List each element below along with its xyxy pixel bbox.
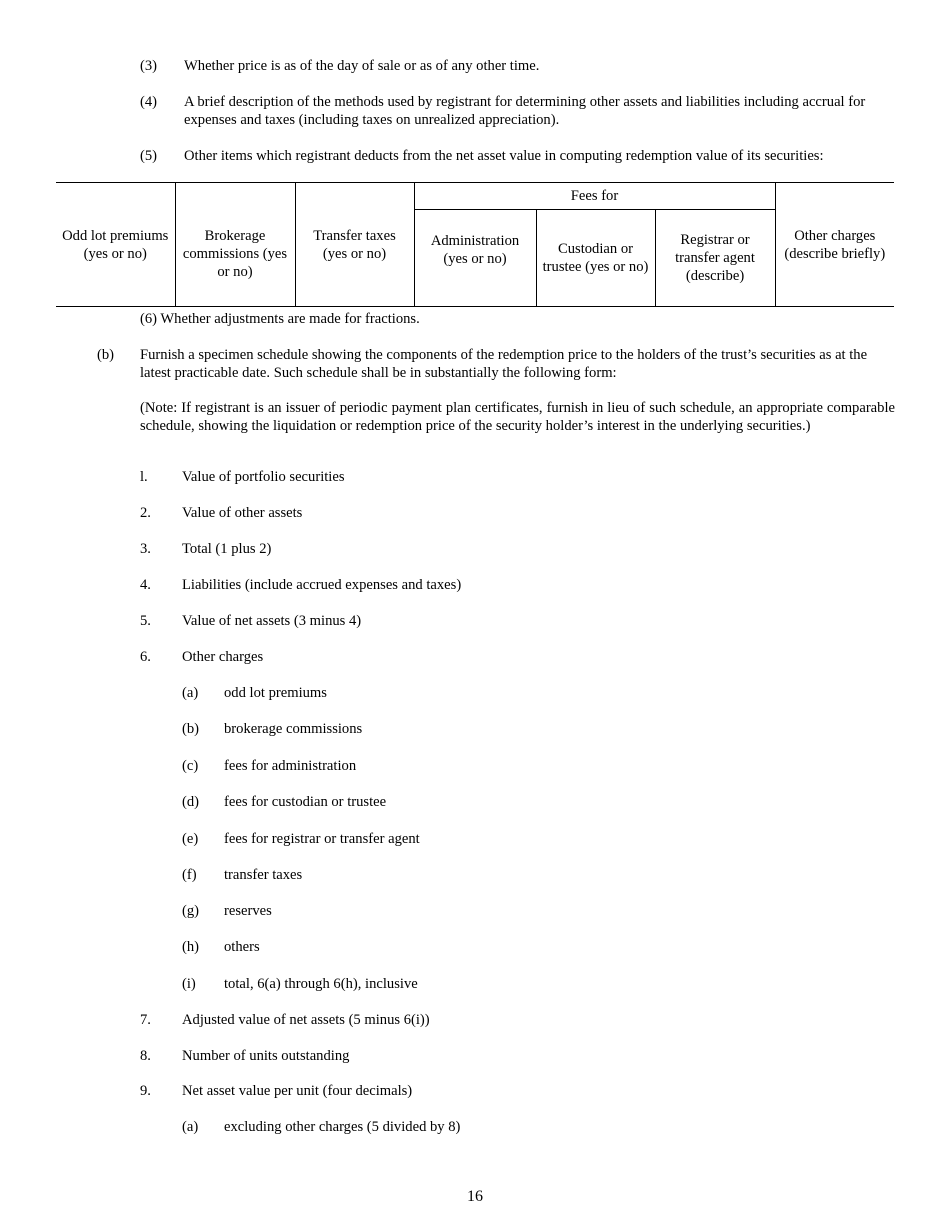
col-custodian-trustee: Custodian or trustee (yes or no) bbox=[536, 210, 655, 307]
list-item-text: others bbox=[224, 939, 260, 955]
part-b-note: (Note: If registrant is an issuer of periodic payment plan certificates, furnish in lieu of such schedule, an appropriate comparable schedule, showing the liquidation or redemption price of the security holder’s interest in the underlying securities.) bbox=[140, 400, 895, 434]
list-item-number: (d) bbox=[182, 794, 200, 810]
deductions-table bbox=[56, 182, 894, 307]
list-item-number: (a) bbox=[182, 1119, 199, 1135]
list-item-number: 8. bbox=[140, 1048, 151, 1064]
list-item-text: Value of net assets (3 minus 4) bbox=[182, 613, 362, 629]
list-item-text: Value of portfolio securities bbox=[182, 469, 345, 485]
col-odd-lot-premiums: Odd lot premiums (yes or no) bbox=[56, 183, 175, 307]
list-item-text: brokerage commissions bbox=[224, 721, 363, 737]
list-item-text: odd lot premiums bbox=[224, 685, 327, 701]
list-item-text: Adjusted value of net assets (5 minus 6(i)) bbox=[182, 1012, 430, 1028]
item-text: Other items which registrant deducts from the net asset value in computing redemption value of its securities: bbox=[184, 148, 824, 164]
item-text: A brief description of the methods used by registrant for determining other assets and liabilities including accrual for expenses and taxes (including taxes on unrealized appreciation). bbox=[184, 94, 866, 128]
list-item-number: (i) bbox=[182, 976, 196, 992]
list-item-number: 6. bbox=[140, 649, 151, 665]
list-item-number: 5. bbox=[140, 613, 151, 629]
list-item-text: fees for custodian or trustee bbox=[224, 794, 387, 810]
list-item-number: 4. bbox=[140, 577, 151, 593]
fees-for-header: Fees for bbox=[414, 183, 775, 210]
list-item-number: 3. bbox=[140, 541, 151, 557]
page-number: 16 bbox=[467, 1188, 483, 1205]
list-item-number: (e) bbox=[182, 831, 199, 847]
col-registrar-transfer-agent: Registrar or transfer agent (describe) bbox=[655, 210, 775, 307]
list-item-text: transfer taxes bbox=[224, 867, 303, 883]
list-item-text: fees for registrar or transfer agent bbox=[224, 831, 420, 847]
col-administration: Administration (yes or no) bbox=[414, 210, 536, 307]
list-item-text: Total (1 plus 2) bbox=[182, 541, 272, 557]
list-item-number: (b) bbox=[182, 721, 200, 737]
list-item-number: (f) bbox=[182, 867, 197, 883]
list-item-number: l. bbox=[140, 469, 148, 485]
list-item-number: (g) bbox=[182, 903, 200, 919]
list-item-text: excluding other charges (5 divided by 8) bbox=[224, 1119, 461, 1135]
part-b-text: Furnish a specimen schedule showing the components of the redemption price to the holders of the trust’s securities as at the latest practicable date. Such schedule shall be in substantially the following form: bbox=[140, 347, 868, 381]
list-item-text: Net asset value per unit (four decimals) bbox=[182, 1083, 413, 1099]
list-item-number: (c) bbox=[182, 758, 199, 774]
list-item-number: (h) bbox=[182, 939, 200, 955]
list-item-text: Other charges bbox=[182, 649, 264, 665]
part-b-label: (b) bbox=[97, 347, 115, 363]
col-other-charges: Other charges (describe briefly) bbox=[775, 183, 894, 307]
item-number: (5) bbox=[140, 148, 158, 164]
list-item-text: Liabilities (include accrued expenses and taxes) bbox=[182, 577, 462, 593]
item-text: Whether price is as of the day of sale or as of any other time. bbox=[184, 58, 540, 74]
list-item-text: Number of units outstanding bbox=[182, 1048, 350, 1064]
list-item-text: reserves bbox=[224, 903, 272, 919]
list-item-text: total, 6(a) through 6(h), inclusive bbox=[224, 976, 418, 992]
col-brokerage-commissions: Brokerage commissions (yes or no) bbox=[175, 183, 295, 307]
list-item-text: Value of other assets bbox=[182, 505, 303, 521]
list-item-number: 2. bbox=[140, 505, 151, 521]
col-transfer-taxes: Transfer taxes (yes or no) bbox=[295, 183, 414, 307]
list-item-number: 7. bbox=[140, 1012, 151, 1028]
list-item-number: (a) bbox=[182, 685, 199, 701]
item-number: (4) bbox=[140, 94, 158, 110]
list-item-text: fees for administration bbox=[224, 758, 357, 774]
item-number: (3) bbox=[140, 58, 158, 74]
list-item-number: 9. bbox=[140, 1083, 151, 1099]
item-6: (6) Whether adjustments are made for fractions. bbox=[140, 311, 420, 327]
